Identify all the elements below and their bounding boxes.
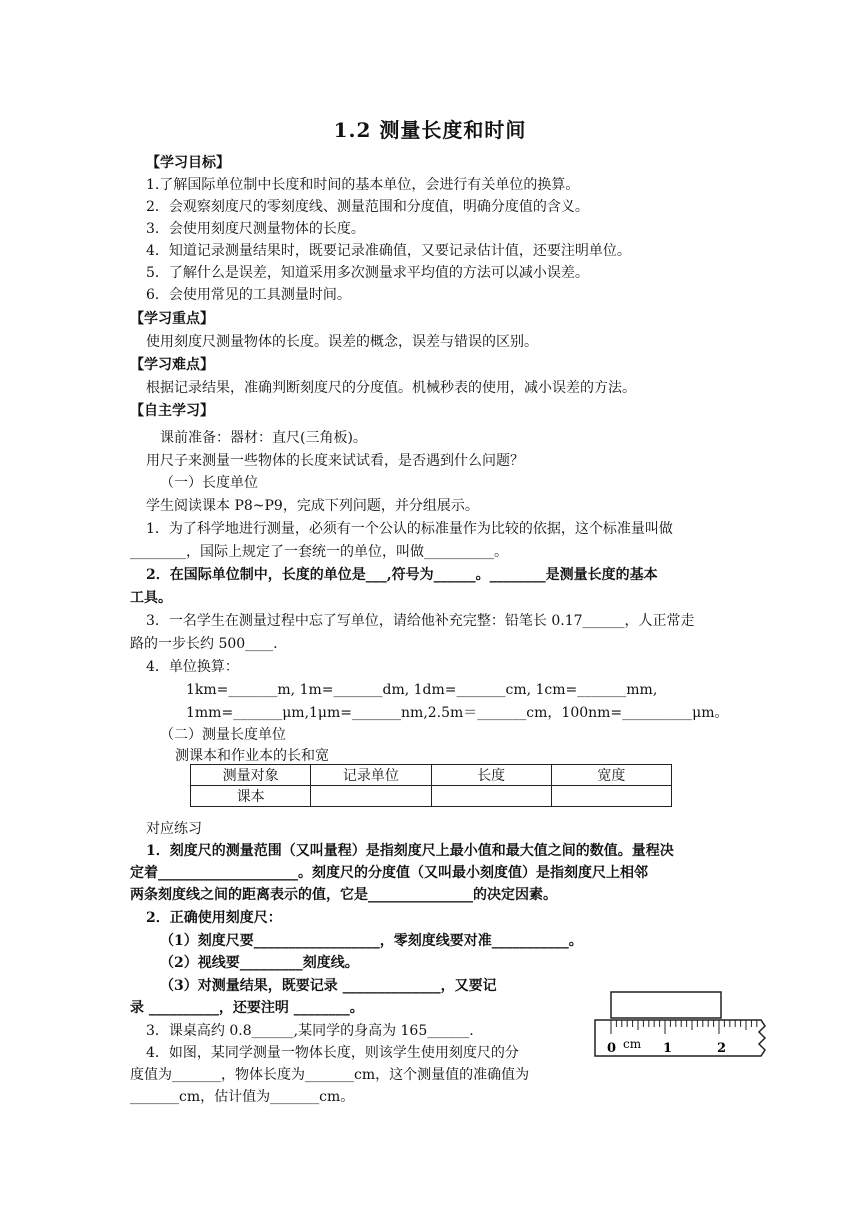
practice-heading: 对应练习 <box>146 821 202 837</box>
practice-1-cont: 定着____________________。刻度尺的分度值（又叫最小刻度值）是指刻度尺上相邻 <box>130 865 648 881</box>
prep-text: 课前准备：器材：直尺(三角板)。 <box>160 430 367 446</box>
table-cell: 课本 <box>191 786 311 807</box>
table-header-cell: 测量对象 <box>191 765 311 786</box>
conversion-line-2: 1mm=_______μm,1μm=_______nm,2.5m＝_______cm，100nm=__________μm。 <box>186 705 729 721</box>
goal-item: 1.了解国际单位制中长度和时间的基本单位，会进行有关单位的换算。 <box>146 177 580 193</box>
table-cell <box>311 786 431 807</box>
practice-2-3-cont: 录 __________，还要注明 ________。 <box>130 1000 364 1016</box>
table-header-cell: 宽度 <box>551 765 671 786</box>
goals-heading: 【学习目标】 <box>146 155 230 171</box>
measure-text: 测课本和作业本的长和宽 <box>175 748 329 764</box>
tick-label-0: 0 <box>607 1041 617 1056</box>
goal-item: 3．会使用刻度尺测量物体的长度。 <box>146 221 365 237</box>
practice-3: 3．课桌高约 0.8______,某同学的身高为 165______. <box>146 1023 474 1039</box>
ruler-figure <box>593 986 773 1064</box>
difficult-heading: 【学习难点】 <box>130 357 214 373</box>
question-2: 2．在国际单位制中，长度的单位是___,符号为______。________是测量长度的基本 <box>146 567 658 583</box>
table-row <box>191 786 672 807</box>
practice-2-1: （1）刻度尺要__________________，零刻度线要对准___________。 <box>160 933 583 949</box>
practice-2: 2．正确使用刻度尺： <box>146 910 282 926</box>
conversion-line-1: 1km=_______m, 1m=_______dm, 1dm=_______cm, 1cm=_______mm, <box>186 682 658 698</box>
practice-4-cont: 度值为_______，物体长度为_______cm，这个测量值的准确值为 <box>130 1067 530 1083</box>
table-cell <box>431 786 551 807</box>
goal-item: 4．知道记录测量结果时，既要记录准确值，又要记录估计值，还要注明单位。 <box>146 243 631 259</box>
page-title: 1.2 测量长度和时间 <box>333 118 527 142</box>
practice-1-cont: 两条刻度线之间的距离表示的值，它是_______________的决定因素。 <box>130 887 557 903</box>
goal-item: 6．会使用常见的工具测量时间。 <box>146 287 351 303</box>
section-length-unit: （一）长度单位 <box>160 475 258 491</box>
question-3: 3．一名学生在测量过程中忘了写单位，请给他补充完整：铅笔长 0.17______，人正常走 <box>146 613 695 629</box>
table-cell <box>551 786 671 807</box>
section-measure: （二）测量长度单位 <box>160 727 286 743</box>
practice-1: 1．刻度尺的测量范围（又叫量程）是指刻度尺上最小值和最大值之间的数值。量程决 <box>146 843 674 859</box>
practice-4: 4．如图，某同学测量一物体长度，则该学生使用刻度尺的分 <box>146 1045 519 1061</box>
goal-item: 2．会观察刻度尺的零刻度线、测量范围和分度值，明确分度值的含义。 <box>146 199 589 215</box>
read-text: 学生阅读课本 P8~P9，完成下列问题，并分组展示。 <box>146 498 479 514</box>
table-header-cell: 记录单位 <box>311 765 431 786</box>
question-1-cont: ________，国际上规定了一套统一的单位，叫做__________。 <box>130 544 508 560</box>
measured-object <box>611 992 721 1018</box>
tick-label-1: 1 <box>663 1041 673 1056</box>
question-2-cont: 工具。 <box>130 590 172 606</box>
self-study-heading: 【自主学习】 <box>130 403 214 419</box>
ruler-body <box>595 1020 765 1056</box>
unit-label: cm <box>623 1037 642 1051</box>
table-header-cell: 长度 <box>431 765 551 786</box>
measurement-table <box>190 764 672 807</box>
question-3-cont: 路的一步长约 500____. <box>130 636 278 652</box>
tick-label-2: 2 <box>717 1041 727 1056</box>
key-text: 使用刻度尺测量物体的长度。误差的概念，误差与错误的区别。 <box>146 334 538 350</box>
ask-text: 用尺子来测量一些物体的长度来试试看，是否遇到什么问题？ <box>146 453 524 469</box>
practice-2-3: （3）对测量结果，既要记录 ______________，又要记 <box>160 978 497 994</box>
practice-2-2: （2）视线要_________刻度线。 <box>160 955 359 971</box>
question-4: 4．单位换算： <box>146 659 239 675</box>
goal-item: 5．了解什么是误差，知道采用多次测量求平均值的方法可以减小误差。 <box>146 265 589 281</box>
key-heading: 【学习重点】 <box>130 311 214 327</box>
table-header-row <box>191 765 672 786</box>
practice-4-cont: _______cm，估计值为_______cm。 <box>130 1089 355 1105</box>
difficult-text: 根据记录结果，准确判断刻度尺的分度值。机械秒表的使用，减小误差的方法。 <box>146 380 636 396</box>
question-1: 1．为了科学地进行测量，必须有一个公认的标准量作为比较的依据，这个标准量叫做 <box>146 521 673 537</box>
